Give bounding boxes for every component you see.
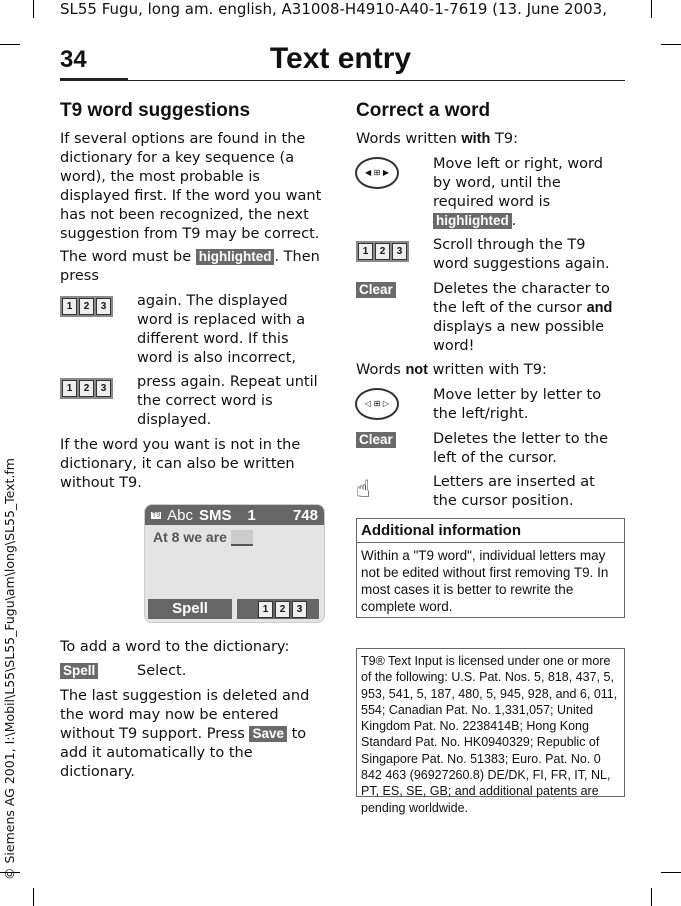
not-in-dictionary-text: If the word you want is not in the dictionary, it can also be written without T9. (60, 437, 301, 491)
softkey-t9-keys[interactable] (237, 599, 319, 619)
step-text: Letters are inserted at the cursor position. (433, 474, 595, 509)
last-suggestion-text: The last suggestion is deleted and the word may now be entered without T9 support. Press Save to add it automatically to the dictionary. (60, 688, 310, 780)
info-title: Additional information (357, 519, 624, 543)
header-rule-thick (60, 78, 128, 81)
step-text: again. The displayed word is replaced with a different word. If this word is also incorrect, (137, 293, 306, 366)
input-mode: Abc (167, 506, 194, 524)
add-word-text: To add a word to the dictionary: (60, 639, 290, 655)
step-text: Move left or right, word by word, until the required word is highlighted . (433, 156, 603, 229)
step-text: Scroll through the T9 word suggestions again. (433, 237, 610, 272)
side-note: © Siemens AG 2001, I:\Mobil\L55\SL55_Fugu\am\long\SL55_Text.fm (2, 458, 17, 880)
step-text: Move letter by letter to the left/right. (433, 387, 602, 422)
select-text: Select. (137, 663, 187, 679)
nav-key-icon: ◁ ⊞ ▷ (355, 388, 399, 420)
t9-keys-icon: 1 2 3 (257, 600, 308, 619)
app-name: SMS (199, 506, 232, 524)
status-bar (145, 505, 324, 525)
page-title: Text entry (269, 42, 412, 75)
spell-key: Spell (60, 663, 98, 679)
info-box (356, 518, 625, 618)
t9-keys-icon: 1 2 3 (60, 296, 113, 317)
highlighted-key: highlighted (196, 249, 275, 265)
page-number: 34 (60, 46, 87, 73)
section-heading: T9 word suggestions (60, 100, 251, 121)
message-count: 1 (247, 506, 256, 524)
must-be-text: The word must be highlighted . Then press (60, 249, 320, 284)
step-text: Deletes the letter to the left of the cursor. (433, 431, 608, 466)
step-text: press again. Repeat until the correct word is displayed. (137, 374, 318, 428)
t9-keys-icon: 1 2 3 (356, 241, 409, 262)
with-t9-label: Words written with T9: (356, 131, 518, 147)
nav-key-icon: ◀ ⊞ ▶ (355, 157, 399, 189)
softkey-spell[interactable]: Spell (148, 599, 232, 619)
t9-icon: T9 (152, 511, 161, 519)
without-t9-label: Words not written with T9: (356, 362, 547, 378)
crop-mark (651, 888, 652, 906)
section-heading: Correct a word (356, 100, 491, 121)
running-header: SL55 Fugu, long am. english, A31008-H4910-A40-1-7619 (13. June 2003, (60, 0, 607, 18)
clear-key: Clear (356, 432, 396, 448)
cursor (231, 530, 253, 546)
t9-keys-icon: 1 2 3 (60, 378, 113, 399)
crop-mark (661, 872, 681, 873)
highlighted-key: highlighted (433, 213, 512, 229)
crop-mark (33, 0, 34, 18)
phone-display (144, 504, 325, 623)
keypad-hand-icon: ☝ (356, 475, 371, 503)
step-text: Deletes the character to the left of the cursor and displays a new possible word! (433, 281, 613, 354)
info-text: Within a "T9 word", individual letters may not be edited without first removing T9. In most cases it is better to rewrite the complete word. (361, 548, 609, 614)
header-rule (60, 80, 625, 81)
clear-key: Clear (356, 282, 396, 298)
intro-text: If several options are found in the dictionary for a key sequence (a word), the most probable is displayed first. If the word you want has not been recognized, the next suggestion from T9 may be correct. (60, 131, 322, 242)
char-counter: 748 (292, 506, 318, 524)
crop-mark (33, 888, 34, 906)
save-key: Save (249, 726, 287, 742)
screen-text: At 8 we are (145, 525, 324, 550)
license-box: T9® Text Input is licensed under one or more of the following: U.S. Pat. Nos. 5, 818, 437, 5, 953, 541, 5, 187, 480, 5, 945, 928, and 6, 011, 554; Canadian Pat. No. 1,331,057; United Kingdom Pat. No. 2238414B; Hong Kong Standard Pat. No. HK0940329; Republic of Singapore Pat. No. 51383; Euro. Pat. No. 0 842 463 (96927260.8) DE/DK, FI, FR, IT, NL, PT, ES, SE, GB; and additional patents are pending worldwide. (356, 648, 625, 797)
